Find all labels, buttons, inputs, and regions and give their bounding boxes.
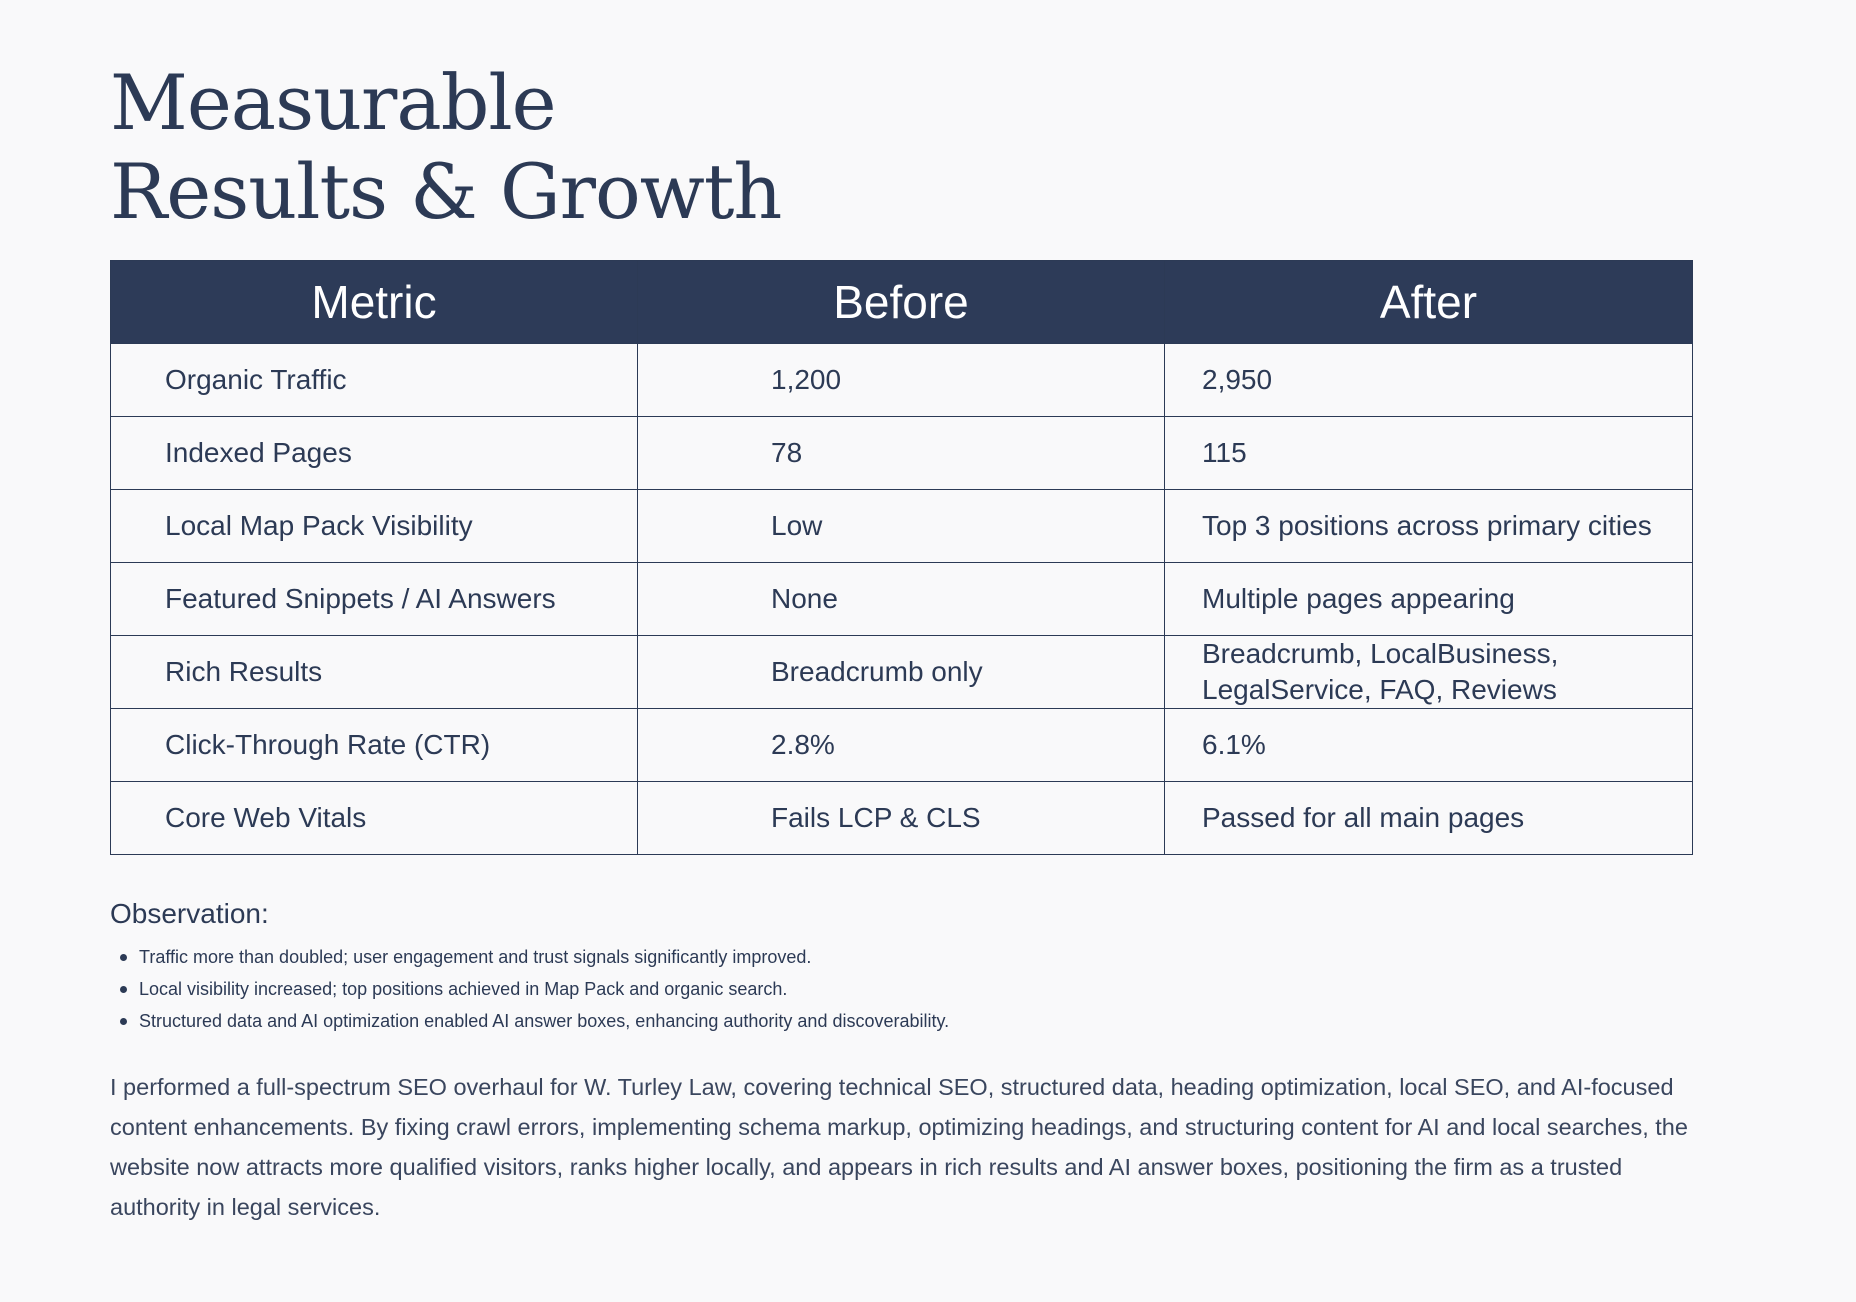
- cell-before: Fails LCP & CLS: [638, 782, 1165, 855]
- results-table: [110, 260, 1693, 855]
- cell-metric: Featured Snippets / AI Answers: [111, 563, 638, 636]
- cell-metric: Rich Results: [111, 636, 638, 709]
- header-after: After: [1165, 261, 1693, 344]
- cell-after: Multiple pages appearing: [1165, 563, 1693, 636]
- table-row: [111, 344, 1693, 417]
- table-row: [111, 709, 1693, 782]
- table-row: [111, 490, 1693, 563]
- page-title: [110, 0, 1692, 236]
- cell-before: Low: [638, 490, 1165, 563]
- list-item: Structured data and AI optimization enabled AI answer boxes, enhancing authority and discoverability.: [110, 1005, 949, 1037]
- header-metric: Metric: [111, 261, 638, 344]
- list-item: Traffic more than doubled; user engagement and trust signals significantly improved.: [110, 941, 949, 973]
- cell-after: 6.1%: [1165, 709, 1693, 782]
- page-title-line-1: Measurable: [110, 58, 556, 147]
- cell-after: Passed for all main pages: [1165, 782, 1693, 855]
- table-header-row: [111, 261, 1693, 344]
- summary-paragraph: I performed a full-spectrum SEO overhaul for W. Turley Law, covering technical SEO, structured data, heading optimization, local SEO, and AI-focused content enhancements. By fixing crawl errors, implementing schema markup, optimizing headings, and structuring content for AI and local searches, the website now attracts more qualified visitors, ranks higher locally, and appears in rich results and AI answer boxes, positioning the firm as a trusted authority in legal services.: [110, 1074, 1688, 1220]
- cell-metric: Organic Traffic: [111, 344, 638, 417]
- table-row: [111, 636, 1693, 709]
- cell-metric: Indexed Pages: [111, 417, 638, 490]
- cell-metric: Core Web Vitals: [111, 782, 638, 855]
- cell-before: Breadcrumb only: [638, 636, 1165, 709]
- cell-before: 1,200: [638, 344, 1165, 417]
- table-row: [111, 417, 1693, 490]
- cell-metric: Click-Through Rate (CTR): [111, 709, 638, 782]
- page-title-line-2: Results & Growth: [110, 147, 782, 236]
- cell-after: 115: [1165, 417, 1693, 490]
- header-before: Before: [638, 261, 1165, 344]
- table-row: [111, 782, 1693, 855]
- list-item: Local visibility increased; top positions achieved in Map Pack and organic search.: [110, 973, 949, 1005]
- cell-after: Top 3 positions across primary cities: [1165, 490, 1693, 563]
- page: [110, 0, 1692, 1220]
- cell-metric: Local Map Pack Visibility: [111, 490, 638, 563]
- cell-before: 2.8%: [638, 709, 1165, 782]
- cell-after: Breadcrumb, LocalBusiness, LegalService, FAQ, Reviews: [1165, 636, 1693, 709]
- cell-after: 2,950: [1165, 344, 1693, 417]
- cell-before: None: [638, 563, 1165, 636]
- table-row: [111, 563, 1693, 636]
- cell-before: 78: [638, 417, 1165, 490]
- observation-list: [110, 941, 949, 1037]
- observation-heading: Observation:: [110, 898, 269, 929]
